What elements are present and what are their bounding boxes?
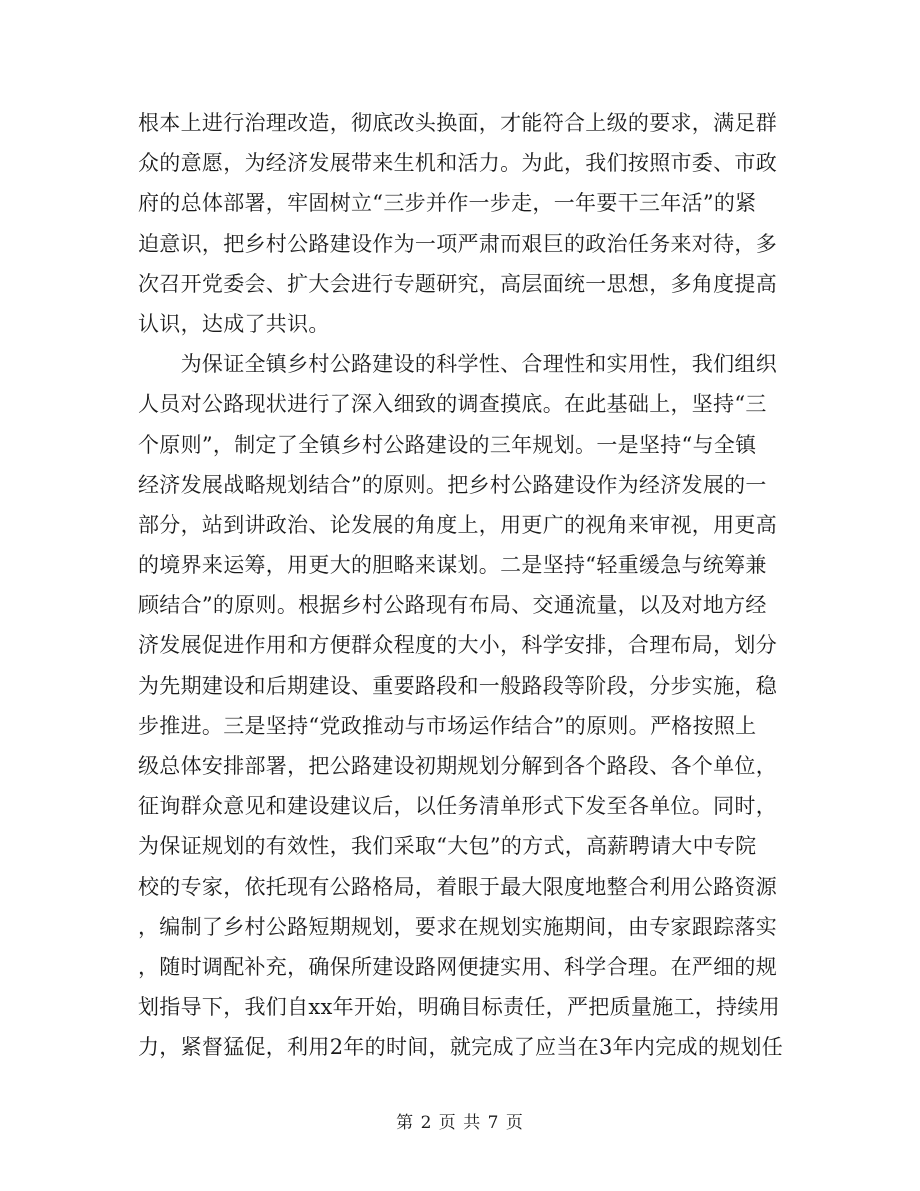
text-line: 级总体安排部署，把公路建设初期规划分解到各个路段、各个单位，: [138, 754, 777, 778]
text-line: 校的专家，依托现有公路格局，着眼于最大限度地整合利用公路资源: [138, 874, 777, 899]
text-line: 个原则”，制定了全镇乡村公路建设的三年规划。一是坚持“与全镇: [138, 432, 757, 457]
text-line: 力，紧督猛促，利用2年的时间，就完成了应当在3年内完成的规划任: [138, 1035, 784, 1060]
body-text: [138, 103, 788, 1068]
text-line: 人员对公路现状进行了深入细致的调查摸底。在此基础上，坚持“三: [138, 392, 767, 417]
text-line: 济发展促进作用和方便群众程度的大小，科学安排，合理布局，划分: [138, 633, 777, 658]
text-line: 顾结合”的原则。根据乡村公路现有布局、交通流量，以及对地方经: [138, 593, 767, 618]
text-line: 划指导下，我们自xx年开始，明确目标责任，严把质量施工，持续用: [138, 995, 780, 1020]
text-line: 征询群众意见和建设建议后，以任务清单形式下发至各单位。同时，: [138, 794, 777, 819]
text-line: 为先期建设和后期建设、重要路段和一般路段等阶段，分步实施，稳: [138, 673, 777, 698]
text-line: 为保证规划的有效性，我们采取“大包”的方式，高薪聘请大中专院: [138, 834, 757, 859]
text-line: 经济发展战略规划结合”的原则。把乡村公路建设作为经济发展的一: [138, 472, 767, 497]
text-line: ，随时调配补充，确保所建设路网便捷实用、科学合理。在严细的规: [138, 954, 777, 979]
text-line: 部分，站到讲政治、论发展的角度上，用更广的视角来审视，用更高: [138, 512, 777, 537]
text-line: ，编制了乡村公路短期规划，要求在规划实施期间，由专家跟踪落实: [138, 914, 777, 939]
text-line: 为保证全镇乡村公路建设的科学性、合理性和实用性，我们组织: [138, 352, 777, 377]
text-line: 的境界来运筹，用更大的胆略来谋划。二是坚持“轻重缓急与统筹兼: [138, 553, 767, 578]
text-line: 府的总体部署，牢固树立“三步并作一步走，一年要干三年活”的紧: [138, 191, 757, 216]
text-line: 认识，达成了共识。: [138, 311, 330, 336]
text-line: 步推进。三是坚持“党政推动与市场运作结合”的原则。严格按照上: [138, 713, 757, 738]
page-number: 第 2 页 共 7 页: [396, 1113, 524, 1133]
text-line: 次召开党委会、扩大会进行专题研究，高层面统一思想，多角度提高: [138, 271, 777, 296]
text-line: 众的意愿，为经济发展带来生机和活力。为此，我们按照市委、市政: [138, 151, 777, 176]
text-line: 迫意识，把乡村公路建设作为一项严肃而艰巨的政治任务来对待，多: [138, 231, 777, 256]
text-line: 根本上进行治理改造，彻底改头换面，才能符合上级的要求，满足群: [138, 111, 777, 135]
